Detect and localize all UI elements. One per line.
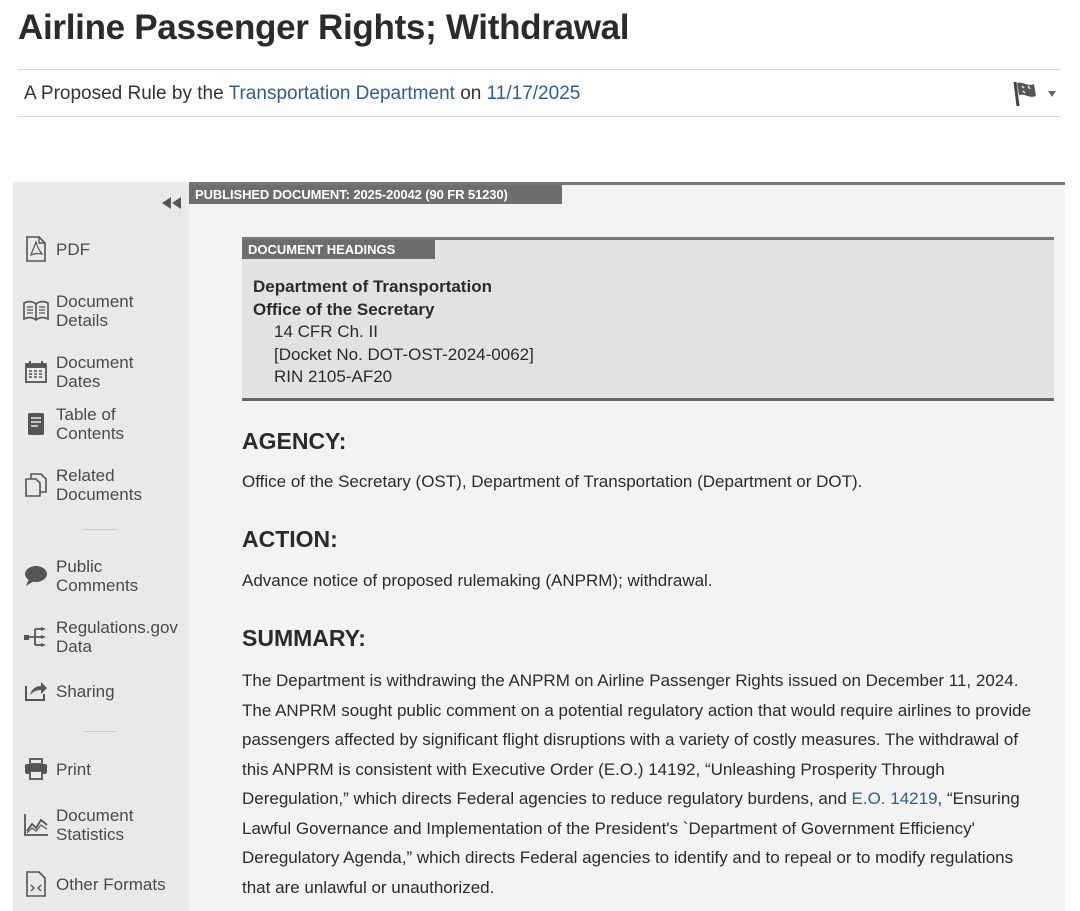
sidebar-item-label: Print (56, 759, 91, 779)
byline-mid: on (454, 83, 487, 104)
sidebar-item-other-formats[interactable] (23, 871, 189, 897)
sidebar-item-label: Document Statistics (56, 806, 134, 844)
sidebar-item-public-comments[interactable] (23, 557, 189, 595)
agency-link[interactable]: Transportation Department (228, 83, 455, 104)
sidebar-item-pdf[interactable] (23, 236, 189, 262)
heading-docket: [Docket No. DOT-OST-2024-0062] (274, 345, 534, 364)
tree-icon (23, 624, 49, 650)
action-heading: ACTION: (242, 526, 338, 552)
calendar-icon (23, 359, 49, 385)
sidebar-item-label: Document Details (56, 292, 134, 330)
sidebar-item-label: PDF (56, 239, 90, 259)
related-documents-icon (23, 472, 49, 498)
sidebar-divider (83, 731, 117, 732)
sidebar-item-print[interactable] (23, 756, 189, 782)
summary-text (242, 666, 1042, 902)
agency-heading: AGENCY: (242, 428, 347, 454)
heading-rin: RIN 2105-AF20 (274, 367, 393, 386)
sidebar-item-regulations-gov-data[interactable] (23, 618, 189, 656)
double-chevron-left-icon (161, 196, 183, 210)
sidebar-item-sharing[interactable] (23, 678, 189, 704)
sidebar-item-document-details[interactable] (23, 292, 189, 330)
heading-office: Office of the Secretary (253, 300, 435, 319)
summary-part-2: , “Ensuring Lawful Governance and Implementation of the President's `Department of Government Efficiency' Deregulatory Agenda,” which directs Federal agencies to identify and to repeal or to modify regulations that are unlawful or unauthorized. (242, 789, 1020, 897)
sidebar-item-label: Table of Contents (56, 405, 125, 443)
document-headings-label: DOCUMENT HEADINGS (242, 240, 435, 259)
speech-bubble-icon (23, 563, 49, 589)
sidebar-item-label: Regulations.gov Data (56, 618, 178, 656)
sidebar-item-label: Related Documents (56, 466, 142, 504)
pdf-icon (23, 236, 49, 262)
sidebar-item-label: Other Formats (56, 874, 166, 894)
eo-14219-link[interactable]: E.O. 14219 (851, 789, 938, 808)
flag-menu-button[interactable] (1010, 80, 1058, 108)
share-icon (23, 678, 49, 704)
action-text: Advance notice of proposed rulemaking (ANPRM); withdrawal. (242, 571, 713, 590)
flag-icon (1010, 80, 1058, 108)
heading-department: Department of Transportation (253, 277, 492, 296)
document-content (189, 182, 1065, 911)
sidebar-item-related-documents[interactable] (23, 466, 189, 504)
heading-cfr: 14 CFR Ch. II (274, 322, 378, 341)
sidebar-item-label: Public Comments (56, 557, 139, 595)
chart-icon (23, 812, 49, 838)
sidebar-item-document-dates[interactable] (23, 353, 189, 391)
chevron-down-icon (1048, 91, 1056, 97)
agency-text: Office of the Secretary (OST), Department of Transportation (Department or DOT). (242, 472, 863, 491)
sidebar-divider (83, 529, 117, 530)
sidebar-item-label: Document Dates (56, 353, 134, 391)
summary-heading: SUMMARY: (242, 625, 366, 651)
byline-bar (18, 69, 1060, 117)
page-title: Airline Passenger Rights; Withdrawal (18, 8, 630, 47)
sidebar-item-table-of-contents[interactable] (23, 405, 189, 443)
byline (24, 83, 580, 105)
sidebar (13, 182, 189, 911)
collapse-sidebar-button[interactable] (161, 196, 183, 210)
printer-icon (23, 756, 49, 782)
sidebar-item-document-statistics[interactable] (23, 806, 189, 844)
formats-icon (23, 871, 49, 897)
byline-prefix: A Proposed Rule by the (24, 83, 229, 104)
published-document-label: PUBLISHED DOCUMENT: 2025-20042 (90 FR 51230) (189, 185, 562, 204)
sidebar-item-label: Sharing (56, 681, 115, 701)
document-headings (242, 237, 1054, 401)
summary-part-1: The Department is withdrawing the ANPRM on Airline Passenger Rights issued on December 11, 2024. The ANPRM sought public comment on a potential regulatory action that would require airlines to provide passengers affected by significant flight disruptions with a variety of costly measures. The withdrawal of this ANPRM is consistent with Executive Order (E.O.) 14192, “Unleashing Prosperity Through Deregulation,” which directs Federal agencies to reduce regulatory burdens, and (242, 671, 1032, 808)
date-link[interactable]: 11/17/2025 (486, 83, 581, 104)
table-of-contents-icon (23, 411, 49, 437)
book-icon (23, 298, 49, 324)
